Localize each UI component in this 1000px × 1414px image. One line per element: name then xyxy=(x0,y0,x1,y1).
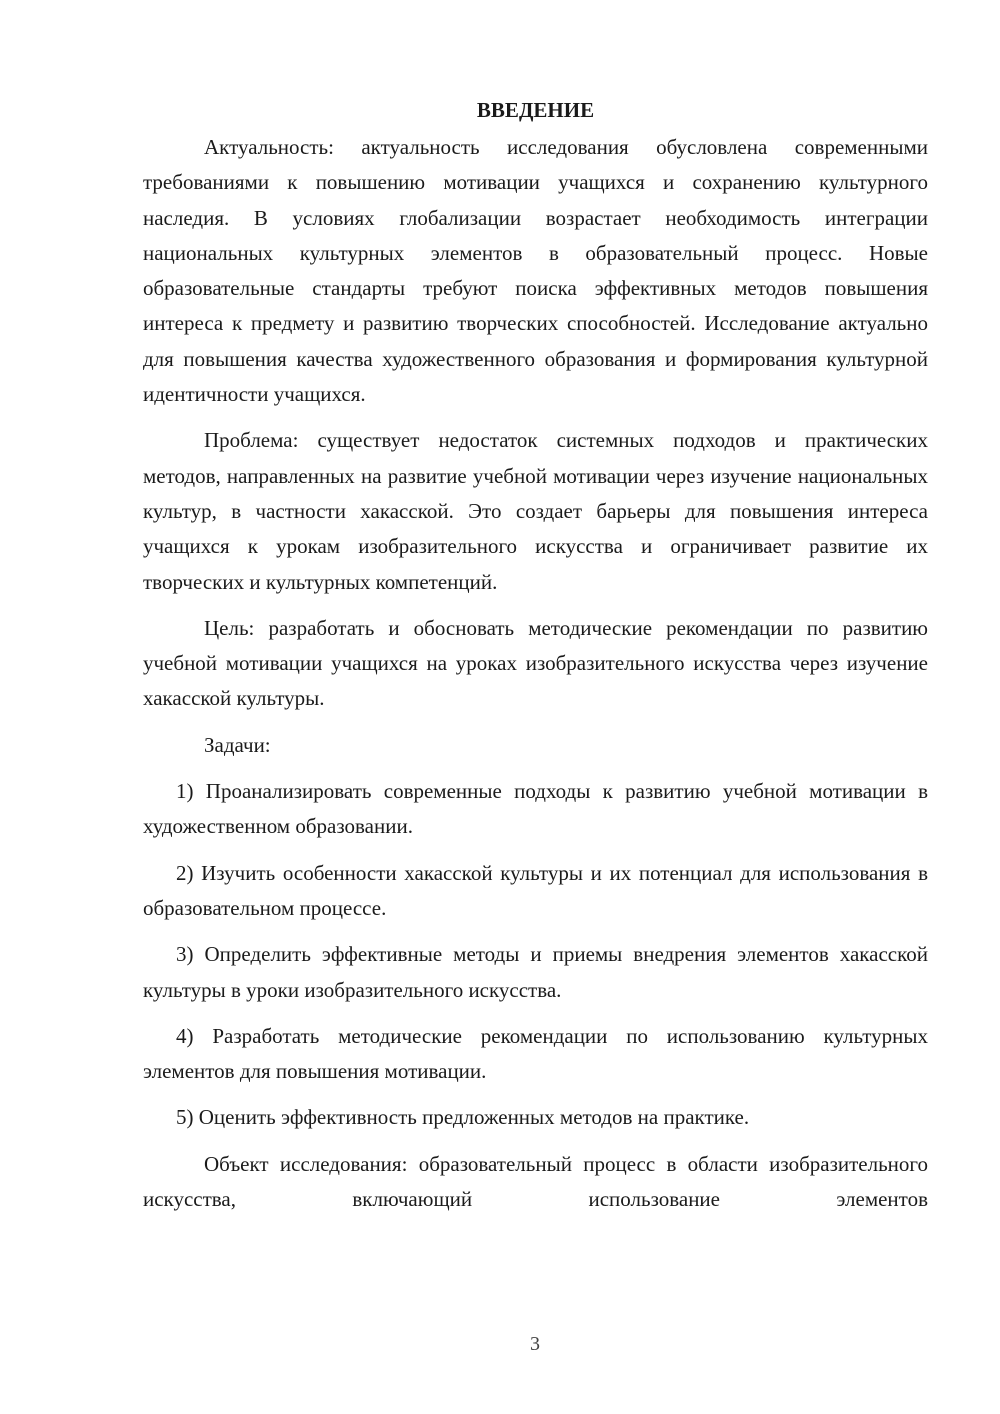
page-number: 3 xyxy=(530,1333,540,1355)
task-item-5: 5) Оценить эффективность предложенных методов на практике. xyxy=(176,1105,750,1130)
problem-paragraph: Проблема: существует недостаток системных подходов и практических методов, направленных на развитие учебной мотивации через изучение национальных культур, в частности хакасской. Это создает барьеры для повышения интереса учащихся к урокам изобразительного искусства и ограничивает развитие их творческих и культурных компетенций. xyxy=(143,428,928,594)
task-item-2: 2) Изучить особенности хакасской культуры и их потенциал для использования в образовательном процессе. xyxy=(143,860,928,920)
tasks-label: Задачи: xyxy=(204,732,271,757)
task-item-3: 3) Определить эффективные методы и приемы внедрения элементов хакасской культуры в уроки изобразительного искусства. xyxy=(143,942,928,1002)
task-item-4: 4) Разработать методические рекомендации по использованию культурных элементов для повышения мотивации. xyxy=(143,1023,928,1084)
section-heading: ВВЕДЕНИЕ xyxy=(476,98,595,122)
page-content xyxy=(143,93,928,1217)
relevance-paragraph: Актуальность: актуальность исследования обусловлена современными требованиями к повышению мотивации учащихся и сохранению культурного наследия. В условиях глобализации возрастает необходимость интеграции национальных культурных элементов в образовательный процесс. Новые образовательные стандарты требуют поиска эффективных методов повышения интереса к предмету и развитию творческих способностей. Исследование актуально для повышения качества художественного образования и формирования культурной идентичности учащихся. xyxy=(143,135,928,407)
task-item-1: 1) Проанализировать современные подходы к развитию учебной мотивации в художественном образовании. xyxy=(143,779,928,839)
object-paragraph: Объект исследования: образовательный процесс в области изобразительного искусства, включающий использование элементов xyxy=(143,1151,928,1212)
goal-paragraph: Цель: разработать и обосновать методические рекомендации по развитию учебной мотивации учащихся на уроках изобразительного искусства через изучение хакасской культуры. xyxy=(143,615,928,711)
